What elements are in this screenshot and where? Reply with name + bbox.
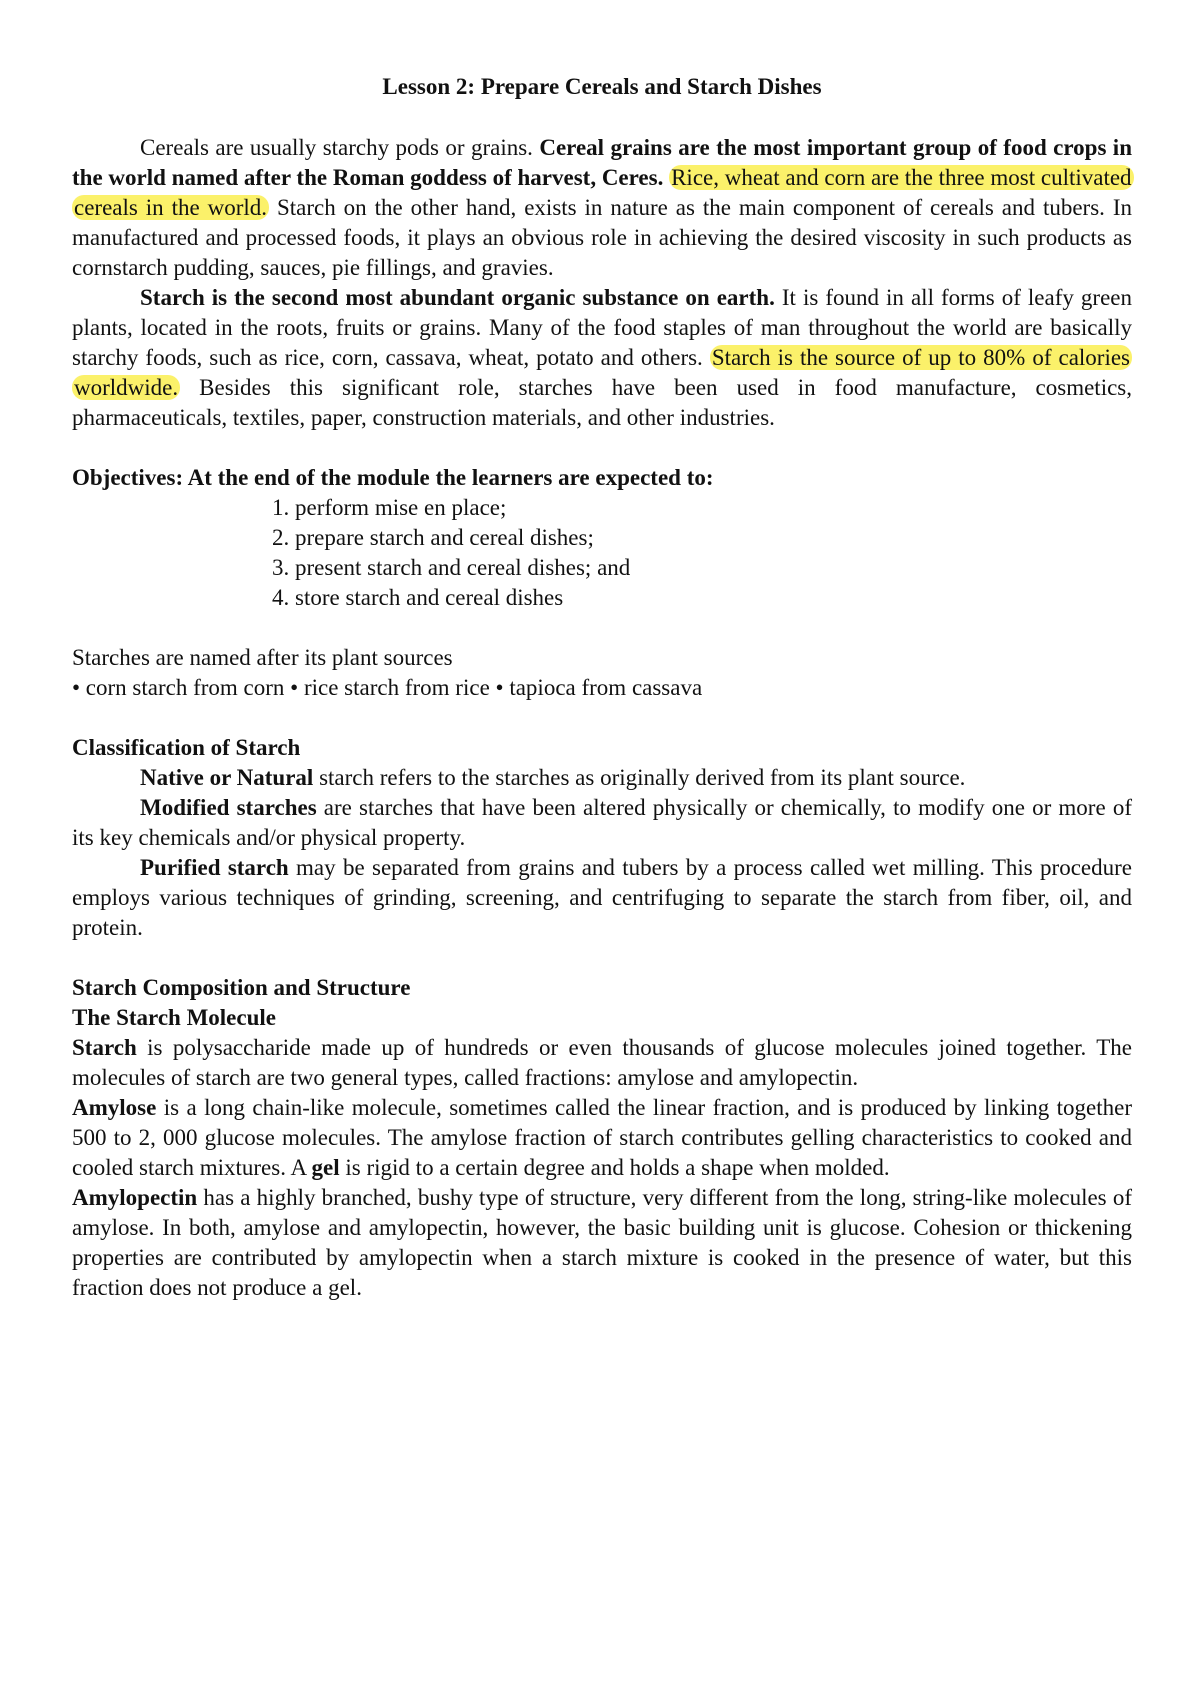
composition-heading: Starch Composition and Structure (72, 975, 411, 1000)
highlight-calories: Starch is the source of up to 80% of calories worldwide. (74, 345, 1130, 400)
starch-definition-text: is polysaccharide made up of hundreds or even thousands of glucose molecules joined together. The molecules of starch are two general types, called fractions: amylose and amylopectin. (72, 1035, 1132, 1090)
highlight-cereals: Rice, wheat and corn are the three most cultivated cereals in the world. (74, 165, 1132, 220)
native-starch-term: Native or Natural (140, 765, 314, 790)
starch-bold-statement: Starch is the second most abundant organic substance on earth. (140, 285, 775, 310)
amylose-paragraph (72, 1093, 1132, 1183)
native-starch-text: starch refers to the starches as originally derived from its plant source. (313, 765, 966, 790)
modified-starch-term: Modified starches (140, 795, 317, 820)
intro-text-continued: Starch on the other hand, exists in nature as the main component of cereals and tubers. In manufactured and processed foods, it plays an obvious role in achieving the desired viscosity in such products as cornstarch pudding, sauces, pie fillings, and gravies. (72, 195, 1133, 280)
starch-text-continued: Besides this significant role, starches have been used in food manufacture, cosmetics, pharmaceuticals, textiles, paper, construction materials, and other industries. (72, 375, 1132, 430)
amylopectin-text: has a highly branched, bushy type of structure, very different from the long, string-like molecules of amylose. In both, amylose and amylopectin, however, the basic building unit is glucose. Cohesion or thickening properties are contributed by amylopectin when a starch mixture is cooked in the presence of water, but this fraction does not produce a gel. (72, 1185, 1132, 1300)
purified-starch-paragraph (72, 853, 1132, 943)
amylose-text: is a long chain-like molecule, sometimes called the linear fraction, and is produced by linking together 500 to 2, 000 glucose molecules. The amylose fraction of starch contributes gelling characteristics to cooked and cooled starch mixtures. A (72, 1095, 1132, 1180)
gel-term: gel (311, 1155, 340, 1180)
sources-line: Starches are named after its plant sources (72, 645, 453, 670)
starch-molecule-subheading: The Starch Molecule (72, 1005, 276, 1030)
objectives-list (72, 493, 1132, 613)
starch-text: It is found in all forms of leafy green plants, located in the roots, fruits or grains. Many of the food staples of man throughout the world are basically starchy foods, such as rice, corn, cassava, wheat, potato and others. (72, 285, 1132, 370)
objective-item: 4. store starch and cereal dishes (272, 585, 564, 610)
classification-heading: Classification of Starch (72, 735, 301, 760)
intro-text: Cereals are usually starchy pods or grains. (140, 135, 540, 160)
objective-item: 1. perform mise en place; (272, 495, 507, 520)
starch-definition-paragraph (72, 1033, 1132, 1093)
amylose-term: Amylose (72, 1095, 157, 1120)
objectives-heading: Objectives: At the end of the module the learners are expected to: (72, 465, 714, 490)
intro-paragraph-1 (72, 133, 1132, 283)
modified-starch-text: are starches that have been altered physically or chemically, to modify one or more of its key chemicals and/or physical property. (72, 795, 1132, 850)
sources-list: • corn starch from corn • rice starch from rice • tapioca from cassava (72, 675, 703, 700)
amylose-text-continued: is rigid to a certain degree and holds a shape when molded. (339, 1155, 890, 1180)
native-starch-paragraph (72, 763, 1132, 793)
purified-starch-text: may be separated from grains and tubers by a process called wet milling. This procedure employs various techniques of grinding, screening, and centrifuging to separate the starch from fiber, oil, and protein. (72, 855, 1132, 940)
purified-starch-term: Purified starch (140, 855, 289, 880)
objective-item: 3. present starch and cereal dishes; and (272, 555, 631, 580)
intro-paragraph-2 (72, 283, 1132, 433)
page-title: Lesson 2: Prepare Cereals and Starch Dishes (382, 74, 822, 99)
objective-item: 2. prepare starch and cereal dishes; (272, 525, 594, 550)
amylopectin-term: Amylopectin (72, 1185, 198, 1210)
starch-term: Starch (72, 1035, 137, 1060)
amylopectin-paragraph (72, 1183, 1132, 1303)
modified-starch-paragraph (72, 793, 1132, 853)
intro-bold-statement: Cereal grains are the most important group of food crops in the world named after the Roman goddess of harvest, Ceres. (72, 135, 1132, 190)
